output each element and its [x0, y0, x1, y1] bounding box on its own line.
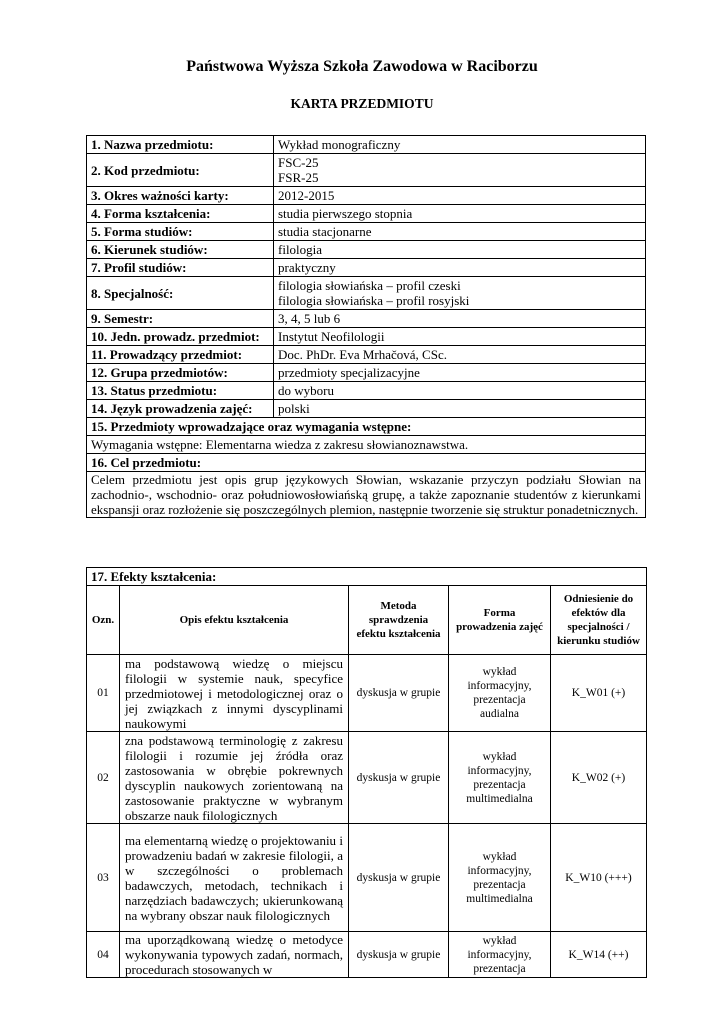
- field-row: [87, 277, 646, 310]
- field-row: [87, 328, 646, 346]
- effect-method: dyskusja w grupie: [349, 655, 449, 732]
- effects-column-headers: [87, 586, 647, 655]
- field-value: [274, 136, 646, 154]
- column-header-method: Metoda sprawdzenia efektu kształcenia: [349, 586, 449, 655]
- field-value: [274, 205, 646, 223]
- field-value-line: filologia słowiańska – profil rosyjski: [278, 293, 470, 308]
- effect-row: [87, 932, 647, 978]
- field-label: 8. Specjalność:: [87, 277, 274, 310]
- field-label: 5. Forma studiów:: [87, 223, 274, 241]
- field-row: [87, 241, 646, 259]
- field-value-line: filologia słowiańska – profil czeski: [278, 278, 461, 293]
- effect-form: wykład informacyjny, prezentacja audialna: [449, 655, 551, 732]
- column-header-form: Forma prowadzenia zajęć: [449, 586, 551, 655]
- course-goal-header: [87, 454, 646, 472]
- effect-ref: K_W10 (+++): [551, 824, 647, 932]
- field-label: 11. Prowadzący przedmiot:: [87, 346, 274, 364]
- column-header-id: Ozn.: [87, 586, 120, 655]
- effect-ref: K_W14 (++): [551, 932, 647, 978]
- field-value-line: 3, 4, 5 lub 6: [278, 311, 341, 326]
- field-value-line: polski: [278, 401, 310, 416]
- field-row: [87, 259, 646, 277]
- prerequisites-body: [87, 436, 646, 454]
- field-label: 13. Status przedmiotu:: [87, 382, 274, 400]
- effect-desc: zna podstawową terminologię z zakresu filologii i rozumie jej źródła oraz zastosowania w obrębie pokrewnych dyscyplin naukowych zorientowaną na zastosowanie praktyczne w wybranym obszarze nauk filologicznych: [120, 732, 349, 824]
- field-value-line: studia stacjonarne: [278, 224, 372, 239]
- document-title: KARTA PRZEDMIOTU: [290, 96, 434, 111]
- effect-form: wykład informacyjny, prezentacja: [449, 932, 551, 978]
- field-value: [274, 277, 646, 310]
- prerequisites-title: 15. Przedmioty wprowadzające oraz wymagania wstępne:: [87, 418, 646, 436]
- field-value: [274, 259, 646, 277]
- field-label: 9. Semestr:: [87, 310, 274, 328]
- field-value: [274, 154, 646, 187]
- course-info-table: [86, 135, 646, 518]
- field-value-line: Instytut Neofilologii: [278, 329, 385, 344]
- effect-desc: ma podstawową wiedzę o miejscu filologii w systemie nauk, specyfice przedmiotowej i metodologicznej oraz o jej związkach z innymi dyscyplinami naukowymi: [120, 655, 349, 732]
- course-goal-title: 16. Cel przedmiotu:: [87, 454, 646, 472]
- effect-id: 01: [87, 655, 120, 732]
- field-label: 12. Grupa przedmiotów:: [87, 364, 274, 382]
- column-header-desc: Opis efektu kształcenia: [120, 586, 349, 655]
- course-goal-body: [87, 472, 646, 518]
- field-value-line: studia pierwszego stopnia: [278, 206, 413, 221]
- effects-section-title: 17. Efekty kształcenia:: [87, 568, 647, 586]
- field-label: 2. Kod przedmiotu:: [87, 154, 274, 187]
- effect-id: 04: [87, 932, 120, 978]
- field-value-line: do wyboru: [278, 383, 334, 398]
- effect-desc: ma uporządkowaną wiedzę o metodyce wykonywania typowych zadań, normach, procedurach stosowanych w: [120, 932, 349, 978]
- field-label: 6. Kierunek studiów:: [87, 241, 274, 259]
- effect-id: 02: [87, 732, 120, 824]
- field-label: 1. Nazwa przedmiotu:: [87, 136, 274, 154]
- prerequisites-text: Wymagania wstępne: Elementarna wiedza z zakresu słowianoznawstwa.: [87, 436, 646, 454]
- field-label: 7. Profil studiów:: [87, 259, 274, 277]
- field-row: [87, 187, 646, 205]
- effect-row: [87, 655, 647, 732]
- field-label: 14. Język prowadzenia zajęć:: [87, 400, 274, 418]
- field-value-line: FSR-25: [278, 170, 319, 185]
- field-row: [87, 382, 646, 400]
- field-value: [274, 187, 646, 205]
- column-header-ref: Odniesienie do efektów dla specjalności / kierunku studiów: [551, 586, 647, 655]
- effect-desc: ma elementarną wiedzę o projektowaniu i prowadzeniu badań w zakresie filologii, a w szczególności o problemach badawczych, metodach, technikach i narzędziach badawczych; ukierunkowaną na wybrany obszar nauk filologicznych: [120, 824, 349, 932]
- field-value-line: Doc. PhDr. Eva Mrhačová, CSc.: [278, 347, 447, 362]
- field-value: [274, 346, 646, 364]
- field-value-line: 2012-2015: [278, 188, 335, 203]
- effect-ref: K_W02 (+): [551, 732, 647, 824]
- field-label: 3. Okres ważności karty:: [87, 187, 274, 205]
- effect-method: dyskusja w grupie: [349, 824, 449, 932]
- field-value-line: FSC-25: [278, 155, 319, 170]
- effect-form: wykład informacyjny, prezentacja multimedialna: [449, 824, 551, 932]
- field-row: [87, 346, 646, 364]
- effect-row: [87, 824, 647, 932]
- field-value-line: filologia: [278, 242, 323, 257]
- effect-id: 03: [87, 824, 120, 932]
- effect-method: dyskusja w grupie: [349, 932, 449, 978]
- effect-ref: K_W01 (+): [551, 655, 647, 732]
- field-label: 10. Jedn. prowadz. przedmiot:: [87, 328, 274, 346]
- field-row: [87, 223, 646, 241]
- field-value: [274, 310, 646, 328]
- field-label: 4. Forma kształcenia:: [87, 205, 274, 223]
- effect-method: dyskusja w grupie: [349, 732, 449, 824]
- field-row: [87, 136, 646, 154]
- field-value: [274, 241, 646, 259]
- field-value: [274, 400, 646, 418]
- field-value: [274, 223, 646, 241]
- field-row: [87, 154, 646, 187]
- prerequisites-header: [87, 418, 646, 436]
- field-value: [274, 328, 646, 346]
- field-row: [87, 400, 646, 418]
- university-name: Państwowa Wyższa Szkoła Zawodowa w Raciborzu: [186, 58, 538, 75]
- effect-row: [87, 732, 647, 824]
- effect-form: wykład informacyjny, prezentacja multimedialna: [449, 732, 551, 824]
- effects-section-header: [87, 568, 647, 586]
- learning-outcomes-table: [86, 567, 647, 978]
- field-row: [87, 364, 646, 382]
- field-value-line: Wykład monograficzny: [278, 137, 401, 152]
- course-goal-text: Celem przedmiotu jest opis grup językowych Słowian, wskazanie przyczyn podziału Słowian na zachodnio-, wschodnio- oraz południowosłowiańską grupę, a także zapoznanie studentów z kierunkami ekspansji oraz rozłożenie się poszczególnych plemion, następnie tworzenie się struktur ponadetnicznych.: [87, 472, 646, 518]
- field-value: [274, 364, 646, 382]
- field-value: [274, 382, 646, 400]
- field-value-line: praktyczny: [278, 260, 336, 275]
- field-value-line: przedmioty specjalizacyjne: [278, 365, 420, 380]
- field-row: [87, 205, 646, 223]
- field-row: [87, 310, 646, 328]
